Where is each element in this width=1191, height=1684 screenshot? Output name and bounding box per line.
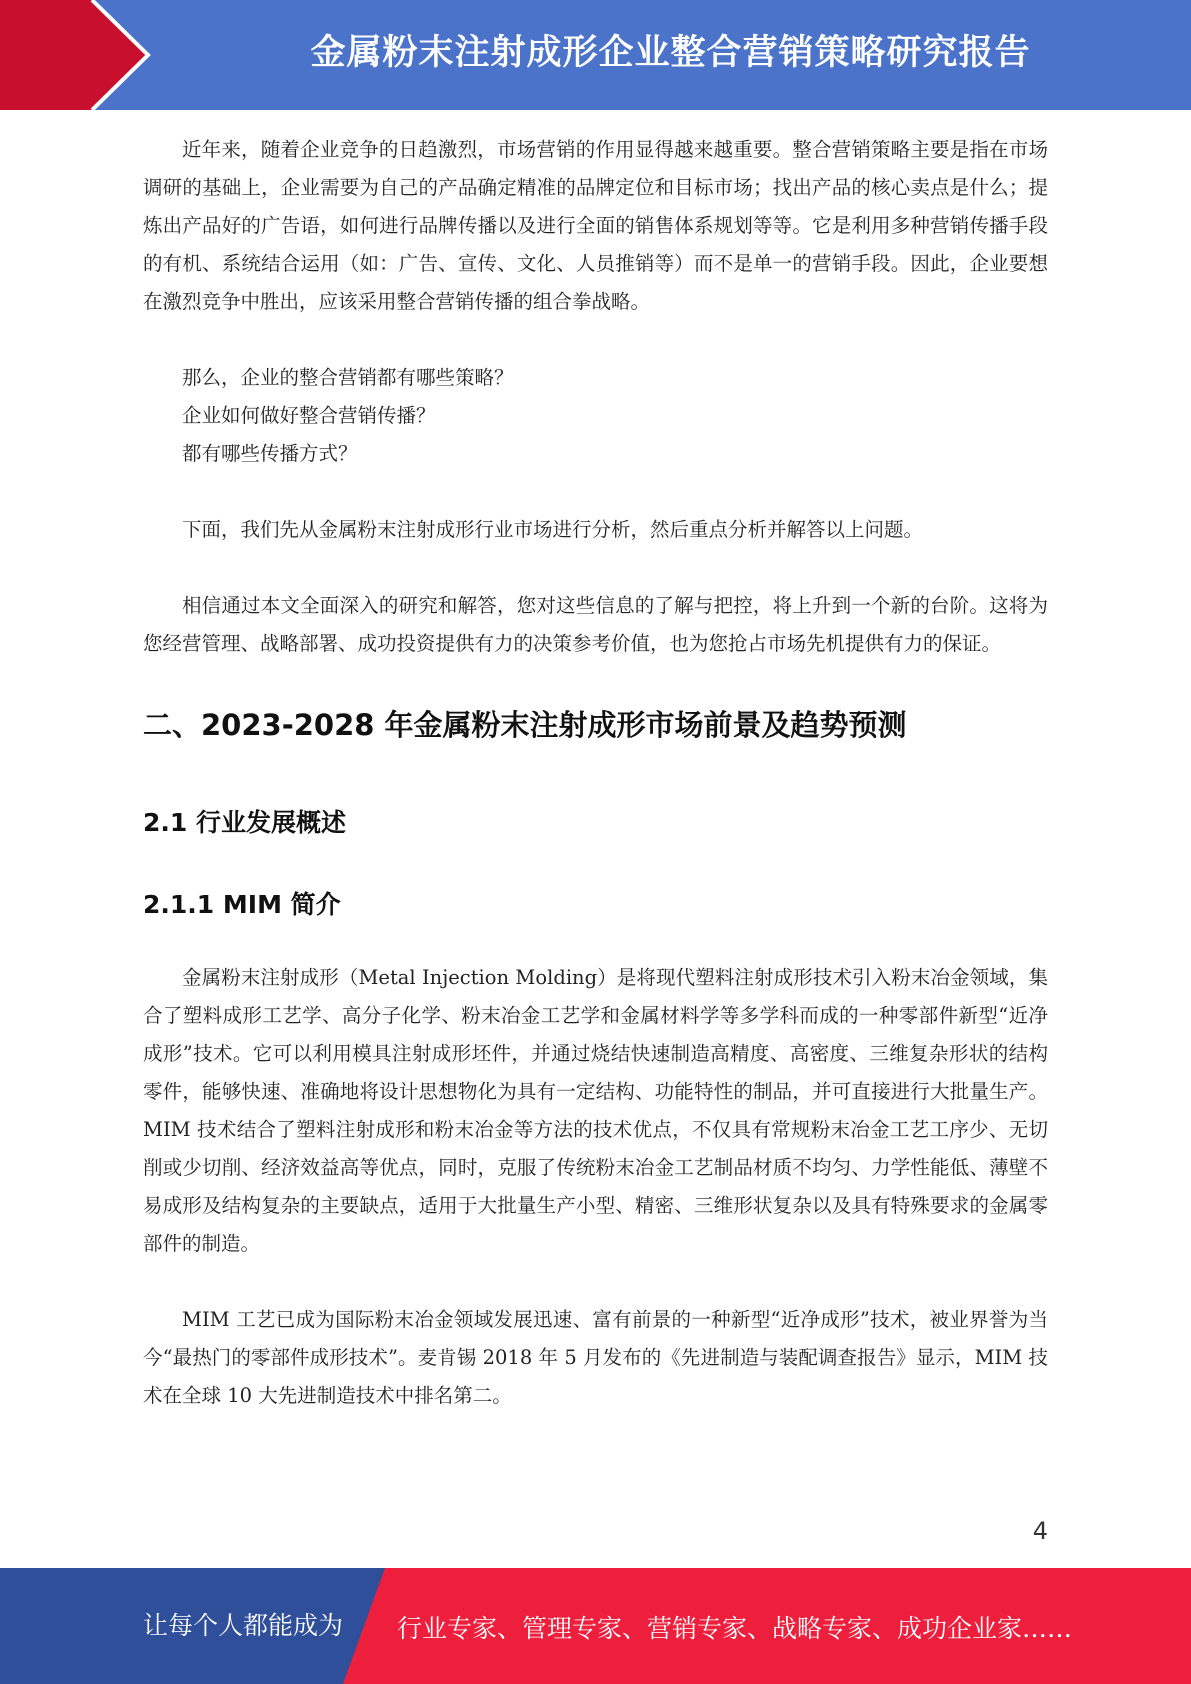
spacer — [143, 925, 1048, 959]
mim-paragraph-1: 金属粉末注射成形（Metal Injection Molding）是将现代塑料注射成形技术引入粉末冶金领域，集合了塑料成形工艺学、高分子化学、粉末冶金工艺学和金属材料学等多学科而成的一种零部件新型“近净成形”技术。它可以利用模具注射成形坯件，并通过烧结快速制造高精度、高密度、三维复杂形状的结构零件，能够快速、准确地将设计思想物化为具有一定结构、功能特性的制品，并可直接进行大批量生产。MIM 技术结合了塑料注射成形和粉末冶金等方法的技术优点，不仅具有常规粉末冶金工艺工序少、无切削或少切削、经济效益高等优点，同时，克服了传统粉末冶金工艺制品材质不均匀、力学性能低、薄壁不易成形及结构复杂的主要缺点，适用于大批量生产小型、精密、三维形状复杂以及具有特殊要求的金属零部件的制造。 — [143, 966, 1048, 1255]
footer-banner — [0, 1568, 1191, 1684]
footer-slogan-left: 让每个人都能成为 — [143, 1611, 344, 1640]
spacer — [143, 473, 1048, 511]
spacer — [143, 1263, 1048, 1301]
spacer — [143, 747, 1048, 803]
spacer — [143, 549, 1048, 587]
footer-slogan-right: 行业专家、管理专家、营销专家、战略专家、成功企业家…… — [397, 1614, 1073, 1643]
subsection-heading: 2.1 行业发展概述 — [143, 808, 346, 837]
question-1: 那么，企业的整合营销都有哪些策略？ — [182, 366, 514, 389]
header-arrow-decoration — [0, 0, 160, 110]
question-2: 企业如何做好整合营销传播？ — [182, 404, 436, 427]
section-heading: 二、2023-2028 年金属粉末注射成形市场前景及趋势预测 — [143, 708, 907, 742]
intro-paragraph-2: 下面，我们先从金属粉末注射成形行业市场进行分析，然后重点分析并解答以上问题。 — [182, 518, 924, 541]
document-body — [143, 131, 1048, 1415]
page-number: 4 — [1032, 1517, 1048, 1545]
intro-paragraph-3: 相信通过本文全面深入的研究和解答，您对这些信息的了解与把控，将上升到一个新的台阶。这将为您经营管理、战略部署、成功投资提供有力的决策参考价值，也为您抢占市场先机提供有力的保证。 — [143, 594, 1048, 655]
spacer — [143, 843, 1048, 885]
spacer — [143, 321, 1048, 359]
header-banner — [0, 0, 1191, 110]
subsubsection-heading: 2.1.1 MIM 简介 — [143, 890, 341, 919]
intro-paragraph-1: 近年来，随着企业竞争的日趋激烈，市场营销的作用显得越来越重要。整合营销策略主要是指在市场调研的基础上，企业需要为自己的产品确定精准的品牌定位和目标市场；找出产品的核心卖点是什么；提炼出产品好的广告语，如何进行品牌传播以及进行全面的销售体系规划等等。它是利用多种营销传播手段的有机、系统结合运用（如：广告、宣传、文化、人员推销等）而不是单一的营销手段。因此，企业要想在激烈竞争中胜出，应该采用整合营销传播的组合拳战略。 — [143, 138, 1048, 313]
question-3: 都有哪些传播方式？ — [182, 442, 358, 465]
report-title: 金属粉末注射成形企业整合营销策略研究报告 — [310, 33, 1031, 73]
mim-paragraph-2: MIM 工艺已成为国际粉末冶金领域发展迅速、富有前景的一种新型“近净成形”技术，被业界誉为当今“最热门的零部件成形技术”。麦肯锡 2018 年 5 月发布的《先进制造与装配调查报告》显示，MIM 技术在全球 10 大先进制造技术中排名第二。 — [143, 1308, 1048, 1407]
spacer — [143, 663, 1048, 703]
